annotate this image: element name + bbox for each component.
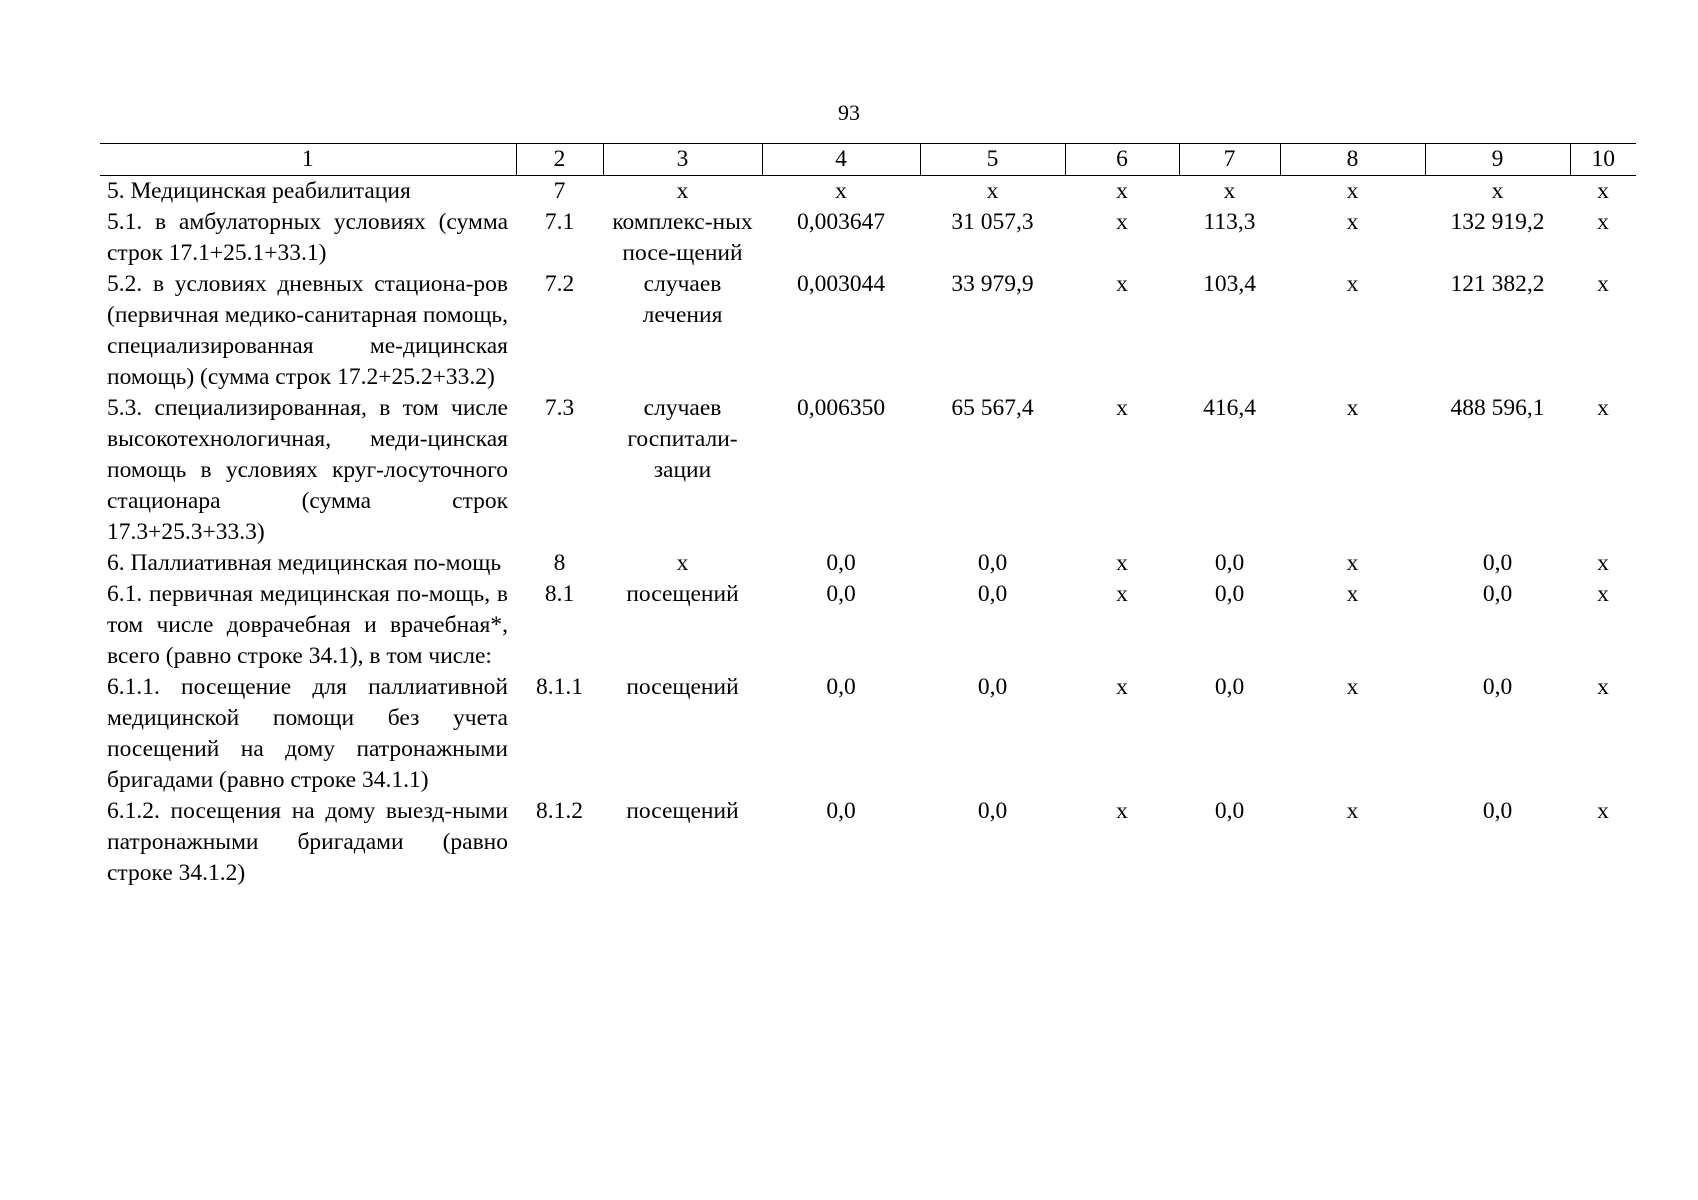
table-row (100, 579, 1636, 672)
column-header: 2 (516, 144, 603, 176)
value-cell: х (1491, 178, 1504, 204)
column-header: 6 (1065, 144, 1179, 176)
table-row (100, 393, 1636, 548)
table-row (100, 176, 1636, 208)
column-header: 1 (100, 144, 516, 176)
unit-cell: х (676, 550, 689, 576)
value-cell: 0,0 (826, 674, 856, 700)
value-cell: 0,0 (1482, 581, 1513, 607)
value-cell: х (1597, 209, 1609, 235)
column-header: 5 (920, 144, 1065, 176)
value-cell: х (1223, 178, 1236, 204)
value-cell: х (1116, 581, 1128, 607)
value-cell: х (835, 178, 847, 204)
row-label: 6.1.1. посещение для паллиативной медицинской помощи без учета посещений на дому патронажными бригадами (равно строке 34.1.1) (107, 674, 508, 793)
value-cell: 0,0 (1214, 674, 1245, 700)
value-cell: 0,0 (1482, 798, 1513, 824)
value-cell: 488 596,1 (1450, 395, 1545, 421)
unit-cell: посещений (626, 798, 739, 824)
value-cell: 65 567,4 (951, 395, 1034, 421)
row-label: 6.1.2. посещения на дому выезд-ными патронажными бригадами (равно строке 34.1.2) (107, 798, 508, 886)
value-cell: 33 979,9 (951, 271, 1034, 297)
row-label: 5.3. специализированная, в том числе высокотехнологичная, меди-цинская помощь в условиях круг-лосуточного стационара (сумма строк 17.3+25.3+33.3) (107, 395, 508, 545)
row-number: 8.1.2 (536, 798, 583, 824)
value-cell: х (986, 178, 999, 204)
value-cell: х (1597, 798, 1609, 824)
value-cell: х (1346, 674, 1359, 700)
unit-cell: посещений (626, 674, 739, 700)
row-label: 6.1. первичная медицинская по-мощь, в том числе доврачебная и врачебная*, всего (равно строке 34.1), в том числе: (107, 581, 508, 669)
table-row (100, 796, 1636, 889)
value-cell: 0,0 (977, 581, 1008, 607)
row-number: 7.3 (544, 395, 575, 421)
column-header: 3 (603, 144, 762, 176)
value-cell: 0,0 (977, 798, 1008, 824)
value-cell: х (1597, 271, 1609, 297)
value-cell: 0,0 (826, 798, 856, 824)
column-header: 10 (1570, 144, 1636, 176)
table-row (100, 672, 1636, 796)
value-cell: 0,003044 (796, 271, 886, 297)
unit-cell: комплекс-ных посе-щений (612, 209, 753, 266)
row-label: 5.2. в условиях дневных стациона-ров (первичная медико-санитарная помощь, специализированная ме-дицинская помощь) (сумма строк 17.2+25.2+33.2) (107, 271, 509, 390)
row-number: 8.1 (544, 581, 575, 607)
row-number: 7.2 (544, 271, 575, 297)
unit-cell: посещений (626, 581, 739, 607)
row-number: 8.1.1 (536, 674, 583, 700)
row-label: 5. Медицинская реабилитация (107, 178, 411, 204)
value-cell: 0,0 (1214, 798, 1245, 824)
table-row (100, 548, 1636, 579)
value-cell: х (1346, 550, 1359, 576)
value-cell: 416,4 (1203, 395, 1256, 421)
value-cell: х (1597, 674, 1609, 700)
value-cell: х (1116, 271, 1128, 297)
value-cell: 132 919,2 (1450, 209, 1545, 235)
value-cell: 0,006350 (796, 395, 886, 421)
value-cell: х (1116, 395, 1128, 421)
unit-cell: случаев госпитали-зации (627, 395, 738, 483)
value-cell: х (1346, 209, 1359, 235)
data-table (100, 143, 1636, 889)
value-cell: 121 382,2 (1450, 271, 1545, 297)
value-cell: х (1116, 550, 1128, 576)
value-cell: х (1597, 178, 1609, 204)
page-number: 93 (838, 100, 860, 125)
row-number: 7.1 (544, 209, 575, 235)
value-cell: 0,0 (977, 550, 1008, 576)
row-label: 6. Паллиативная медицинская по-мощь (107, 550, 502, 576)
value-cell: х (1346, 271, 1359, 297)
value-cell: 31 057,3 (951, 209, 1034, 235)
value-cell: х (1116, 178, 1128, 204)
column-header: 7 (1179, 144, 1280, 176)
value-cell: 0,0 (1214, 550, 1245, 576)
value-cell: х (1597, 395, 1609, 421)
value-cell: 103,4 (1203, 271, 1256, 297)
unit-cell: х (676, 178, 689, 204)
value-cell: 0,0 (826, 581, 856, 607)
value-cell: х (1346, 178, 1359, 204)
value-cell: х (1116, 209, 1128, 235)
row-label: 5.1. в амбулаторных условиях (сумма строк 17.1+25.1+33.1) (107, 209, 508, 266)
value-cell: 113,3 (1203, 209, 1256, 235)
unit-cell: случаев лечения (642, 271, 723, 328)
value-cell: х (1346, 395, 1359, 421)
value-cell: 0,003647 (796, 209, 886, 235)
value-cell: х (1597, 581, 1609, 607)
column-header: 8 (1280, 144, 1425, 176)
value-cell: х (1116, 674, 1128, 700)
header-row (100, 144, 1636, 176)
row-number: 8 (553, 550, 566, 576)
value-cell: 0,0 (977, 674, 1008, 700)
value-cell: 0,0 (1482, 550, 1513, 576)
value-cell: х (1346, 581, 1359, 607)
column-header: 4 (762, 144, 920, 176)
table-row (100, 207, 1636, 269)
row-number: 7 (553, 178, 566, 204)
value-cell: х (1346, 798, 1359, 824)
value-cell: 0,0 (826, 550, 856, 576)
table-row (100, 269, 1636, 393)
value-cell: 0,0 (1214, 581, 1245, 607)
value-cell: 0,0 (1482, 674, 1513, 700)
column-header: 9 (1425, 144, 1570, 176)
value-cell: х (1597, 550, 1609, 576)
value-cell: х (1116, 798, 1128, 824)
